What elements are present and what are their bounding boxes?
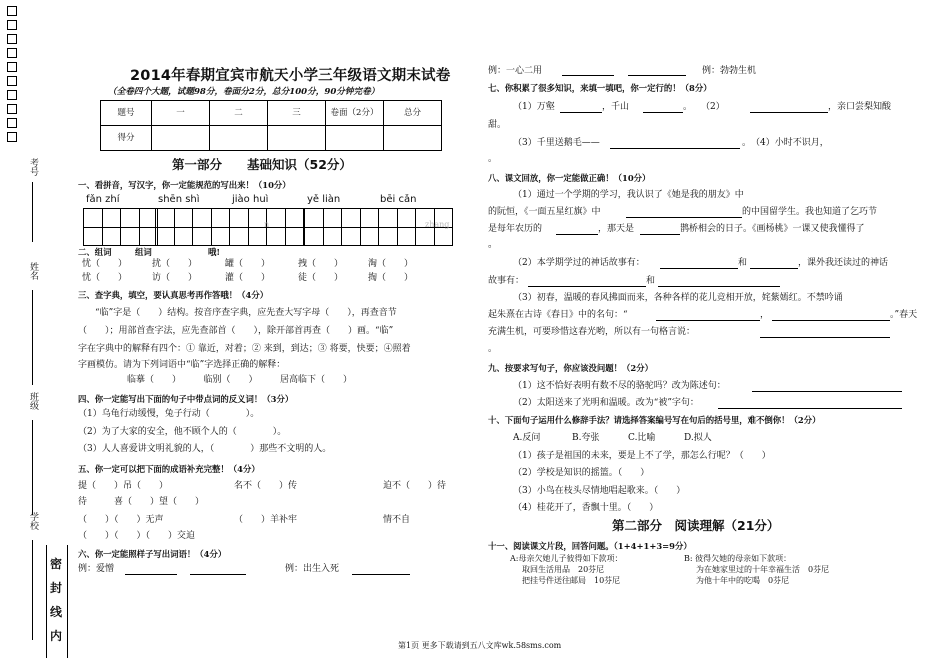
answer-line[interactable]: [626, 207, 742, 218]
q10-option: D.拟人: [684, 433, 712, 443]
q5-item: （ ）（ ）（ ）交迫: [78, 531, 196, 541]
answer-line[interactable]: [658, 276, 780, 287]
checkbox-square: [7, 48, 17, 58]
checkbox-square: [7, 6, 17, 16]
q6-example: 例：出生入死: [285, 564, 340, 574]
q2-item: 忧（ ）: [82, 273, 128, 283]
char-grid[interactable]: [378, 208, 416, 246]
q6-example: 例：一心二用: [488, 66, 543, 76]
pinyin: fǎn zhí: [86, 194, 120, 205]
q8-text: 。: [488, 344, 498, 354]
score-input-cell[interactable]: [268, 126, 326, 151]
q8-text: 充满生机，可要珍惜这春光哟，所以有一句格言说：: [488, 327, 696, 337]
q10-option: C.比喻: [628, 433, 656, 443]
score-header-cell: 题号: [101, 101, 152, 126]
q3-line: （ ）；用部首查字法，应先查部首（ ），除开部首再查（ ）画。“临”: [78, 326, 394, 336]
kaohao-label: 考号: [28, 158, 39, 176]
q8-text: （2）本学期学过的神话故事有：: [513, 258, 645, 268]
q10-sentence: （3）小鸟在枝头尽情地唱起歌来。（ ）: [513, 486, 686, 496]
page-footer: 第1页 更多下载请到五八文库wk.58sms.com: [398, 641, 562, 650]
reading-line: 取回生活用品 20芬尼: [522, 565, 605, 574]
ghost-text: zhang: [425, 220, 450, 229]
q6-example: 例：爱憎: [78, 564, 115, 574]
kaohao-line: [32, 182, 33, 242]
answer-line[interactable]: [750, 102, 828, 113]
pinyin: yě liàn: [307, 194, 341, 205]
answer-line[interactable]: [640, 224, 680, 235]
q7-title: 七、你积累了很多知识，来填一填吧，你一定行的！（8分）: [488, 83, 712, 93]
q7-text: （3）千里送鹅毛——: [513, 138, 600, 148]
xuexiao-line: [32, 540, 33, 640]
seal-char: 线: [50, 605, 63, 619]
q11-title: 十一、阅读课文片段，回答问题。（1+4+1+3=9分）: [488, 541, 692, 551]
q3-line: 临摹（ ） 临别（ ） 居高临下（ ）: [127, 375, 353, 385]
q8-text: 和: [738, 258, 748, 268]
q2-item: 淘（ ）: [368, 259, 414, 269]
score-row-label: 得分: [101, 126, 152, 151]
seal-char: 密: [50, 557, 63, 571]
q8-text: 。”春天: [890, 310, 918, 320]
q7-text: ，千山: [602, 102, 630, 112]
q7-text: 。 （4）小时不识月，: [742, 138, 829, 148]
q9-title: 九、按要求写句子，你应该没问题！（2分）: [488, 363, 653, 373]
q3-line: 字画模仿。请为下列词语中“临”字选择正确的解释：: [78, 360, 286, 370]
reading-line: 为在她家里过的十年幸福生活 0芬尼: [696, 565, 830, 574]
score-input-cell[interactable]: [152, 126, 210, 151]
q2-title: 二、组词: [78, 247, 112, 257]
answer-line[interactable]: [750, 258, 798, 269]
q9-sentence: （1）这不恰好表明有数不尽的骆驼吗？改为陈述句：: [513, 381, 726, 391]
answer-line[interactable]: [560, 102, 602, 113]
q8-title: 八、课文回放，你一定能做正确！（10分）: [488, 173, 651, 183]
q5-item: （ ）羊补牢: [234, 515, 298, 525]
q10-sentence: （2）学校是知识的摇篮。（ ）: [513, 468, 650, 478]
seal-char: 封: [50, 581, 63, 595]
q5-item: 待 喜（ ）望（ ）: [78, 497, 205, 507]
checkbox-square: [7, 90, 17, 100]
score-header-cell: 总分: [384, 101, 442, 126]
q4-sentence: （1）乌龟行动缓慢，兔子行动（ ）。: [78, 409, 260, 419]
q10-title: 十、下面句子运用什么修辞手法？请选择答案编号写在句后的括号里，难不倒你！（2分）: [488, 415, 821, 425]
q5-item: （ ）（ ）无声: [78, 515, 164, 525]
q1-title: 一、看拼音，写汉字，你一定能规范的写出来！（10分）: [78, 180, 291, 190]
q8-text: ，那天是: [598, 224, 635, 234]
checkbox-square: [7, 76, 17, 86]
q7-text: （1）万壑: [513, 102, 555, 112]
checkbox-square: [7, 104, 17, 114]
answer-line[interactable]: 。: [488, 239, 498, 250]
ghost-text: n: [264, 220, 270, 229]
pinyin: bēi cǎn: [380, 194, 417, 205]
checkbox-square: [7, 132, 17, 142]
answer-line[interactable]: [628, 65, 686, 76]
score-header-cell: 一: [152, 101, 210, 126]
q2-item: 扰（ ）: [152, 259, 198, 269]
char-grid[interactable]: [120, 208, 158, 246]
answer-line[interactable]: [660, 258, 738, 269]
score-input-cell[interactable]: [384, 126, 442, 151]
char-grid[interactable]: [192, 208, 230, 246]
exam-title: 2014年春期宜宾市航天小学三年级语文期末试卷: [130, 68, 451, 84]
q2-item: 访（ ）: [152, 273, 198, 283]
q4-title: 四、你一定能写出下面的句子中带点词的反义词！（3分）: [78, 394, 294, 404]
answer-line[interactable]: [760, 327, 890, 338]
xingming-line: [32, 290, 33, 385]
answer-line[interactable]: [190, 564, 246, 575]
q4-sentence: （2）为了大家的安全，他不顾个人的（ ）。: [78, 427, 287, 437]
answer-line[interactable]: [556, 224, 598, 235]
char-grid[interactable]: [304, 208, 342, 246]
q7-text: ，亲口尝梨知酸: [828, 102, 892, 112]
q3-line: 字在字典中的解释有四个：① 靠近，对着；② 来到，到达；③ 将要，快要；④照着: [78, 344, 411, 354]
score-table: [100, 100, 442, 151]
q10-option: B.夸张: [572, 433, 600, 443]
q5-item: 名不（ ）传: [234, 481, 298, 491]
q5-item: 迫不（ ）待: [383, 481, 447, 491]
reading-line: 为他十年中的吃喝 0芬尼: [696, 576, 790, 585]
char-grid[interactable]: [155, 208, 193, 246]
reading-line: B: 彼得欠她的母亲如下款项：: [684, 554, 792, 563]
score-header-cell: 三: [268, 101, 326, 126]
reading-line: A:母亲欠她儿子彼得如下款项：: [510, 554, 623, 563]
q2-item: 罐（ ）: [225, 259, 271, 269]
q8-text: 故事有：: [488, 276, 525, 286]
q5-title: 五、你一定可以把下面的成语补充完整！（4分）: [78, 464, 260, 474]
score-input-cell[interactable]: [210, 126, 268, 151]
q8-text: 起朱熹在古诗《春日》中的名句：“: [488, 310, 628, 320]
q2-title-tail2: 哦!: [208, 247, 221, 257]
xuexiao-label: 学校: [28, 512, 39, 530]
q2-item: 灌（ ）: [225, 273, 271, 283]
q8-text: 的中国留学生。我也知道了乞巧节: [742, 207, 878, 217]
answer-line[interactable]: [752, 381, 902, 392]
banji-line: [32, 420, 33, 515]
answer-line[interactable]: [562, 65, 614, 76]
score-header-cell: 二: [210, 101, 268, 126]
seal-char: 内: [50, 629, 63, 643]
answer-line[interactable]: [125, 564, 177, 575]
q4-sentence: （3）人人喜爱讲文明礼貌的人，（ ）那些不文明的人。: [78, 444, 332, 454]
pinyin: shēn shì: [158, 194, 200, 205]
char-grid[interactable]: [229, 208, 270, 246]
q2-item: 徒（ ）: [298, 273, 344, 283]
checkbox-square: [7, 34, 17, 44]
xingming-label: 姓名: [28, 262, 39, 280]
banji-label: 班级: [28, 392, 39, 410]
q3-title: 三、查字典，填空，要认真思考再作答哦！（4分）: [78, 290, 269, 300]
checkbox-square: [7, 118, 17, 128]
q8-text: 是每年农历的: [488, 224, 543, 234]
q8-text: （3）初春，温暖的春风拂面而来，各种各样的花儿竞相开放，姹紫嫣红。不禁吟诵: [513, 293, 843, 303]
q7-text: 。: [488, 154, 498, 164]
q7-text: 。 （2）: [683, 102, 725, 112]
q5-item: 情不自: [383, 515, 411, 525]
checkbox-square: [7, 62, 17, 72]
q8-text: ，: [760, 310, 770, 320]
answer-line[interactable]: [772, 310, 890, 321]
pinyin: jiào huì: [232, 194, 269, 205]
q2-item: 掏（ ）: [368, 273, 414, 283]
q8-text: （1）通过一个学期的学习，我认识了《她是我的朋友》中: [513, 190, 744, 200]
q2-item: 拽（ ）: [298, 259, 344, 269]
q2-title-tail: 组词: [135, 247, 152, 257]
score-input-cell[interactable]: [326, 126, 384, 151]
char-grid[interactable]: [266, 208, 304, 246]
answer-line[interactable]: [528, 276, 646, 287]
reading-line: 把挂号件送往邮局 10芬尼: [522, 576, 621, 585]
part1-heading: 第一部分 基础知识（52分）: [172, 157, 352, 172]
part2-heading: 第二部分 阅读理解（21分）: [612, 518, 780, 533]
q8-text: 鹊桥相会的日子。《画杨桃》一课又使我懂得了: [680, 224, 865, 234]
exam-subtitle: （全卷四个大题，试题98分，卷面分2分，总分100分，90分钟完卷）: [108, 87, 380, 97]
q3-line: “临”字是（ ）结构。按音序查字典，应先查大写字母（ ），再查音节: [95, 308, 397, 318]
answer-line[interactable]: [352, 564, 410, 575]
char-grid[interactable]: [83, 208, 121, 246]
q8-text: ，课外我还读过的神话: [798, 258, 889, 268]
q9-sentence: （2）太阳送来了光明和温暖。改为“被”字句：: [513, 398, 699, 408]
q10-sentence: （4）桂花开了，香飘十里。（ ）: [513, 503, 659, 513]
answer-line[interactable]: [718, 398, 902, 409]
checkbox-square: [7, 20, 17, 30]
answer-line[interactable]: [643, 102, 683, 113]
q6-example: 例：勃勃生机: [702, 66, 757, 76]
q6-title: 六、你一定能照样子写出词语！（4分）: [78, 549, 227, 559]
answer-line[interactable]: [610, 138, 740, 149]
score-header-cell: 卷面（2分）: [326, 101, 384, 126]
q10-sentence: （1）孩子是祖国的未来，要是上不了学，那怎么行呢？（ ）: [513, 451, 771, 461]
q7-text: 甜。: [488, 120, 507, 130]
answer-line[interactable]: [656, 310, 760, 321]
q10-option: A.反问: [513, 433, 541, 443]
q5-item: 提（ ）吊（ ）: [78, 481, 169, 491]
q2-item: 忧（ ）: [82, 259, 128, 269]
q8-text: 的阮恒，《一面五星红旗》中: [488, 207, 601, 217]
q8-text: 和: [646, 276, 656, 286]
char-grid[interactable]: [341, 208, 379, 246]
